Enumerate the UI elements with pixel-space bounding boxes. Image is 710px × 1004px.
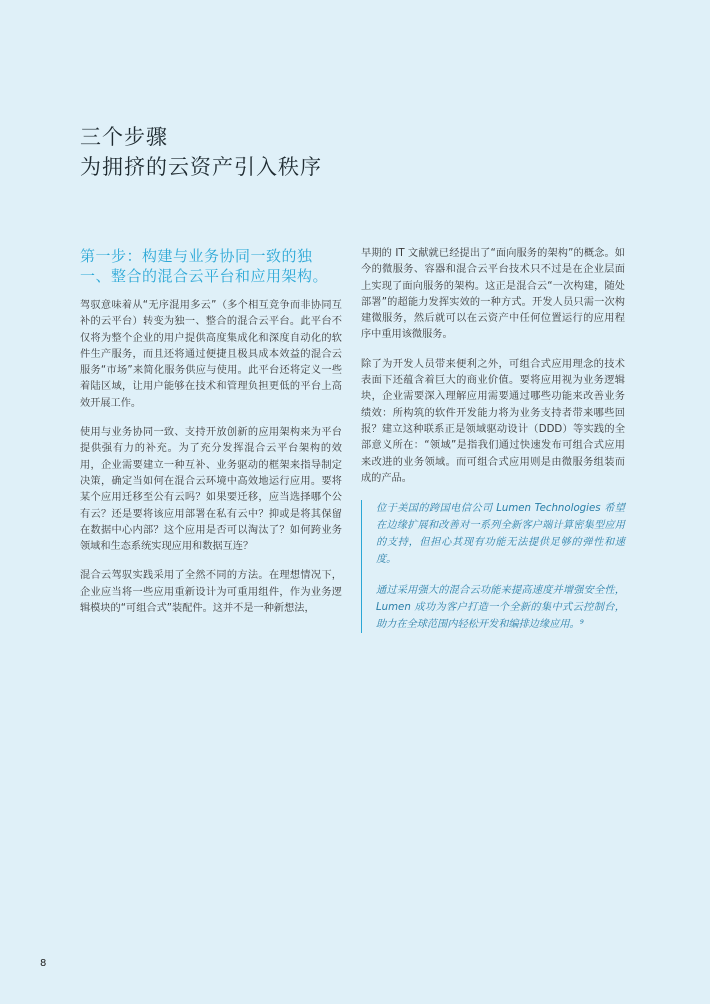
case-study-callout [361,500,625,633]
page-number: 8 [40,958,47,969]
page-title [80,122,322,182]
left-paragraph-2: 使用与业务协同一致、支持开放创新的应用架构来为平台提供强有力的补充。为了充分发挥混合云平台架构的效用，企业需要建立一种互补、业务驱动的框架来指导制定决策，确定当如何在混合云环境中高效地运行应用。要将某个应用迁移至公有云吗？如果要迁移，应当选择哪个公有云？还是要将该应用部署在私有云中？抑或是将其保留在数据中心内部？这个应用是否可以淘汰了？如何跨业务领域和生态系统实现应用和数据互连？ [80,427,342,553]
section-heading: 第一步：构建与业务协同一致的独一、整合的混合云平台和应用架构。 [80,247,329,285]
left-paragraph-1: 驾驭意味着从“无序混用多云”（多个相互竞争而非协同互补的云平台）转变为独一、整合的混合云平台。此平台不仅将为整个企业的用户提供高度集成化和深度自动化的软件生产服务，而且还将通过便捷且极具成本效益的混合云服务“市场”来简化服务供应与使用。此平台还将定义一些着陆区域，让用户能够在技术和管理负担更低的平台上高效开展工作。 [80,300,342,409]
right-paragraph-1: 早期的 IT 文献就已经提出了“面向服务的架构”的概念。如今的微服务、容器和混合云平台技术只不过是在企业层面上实现了面向服务的架构。这正是混合云“一次构建，随处部署”的超能力发挥实效的一种方式。开发人员只需一次构建微服务，然后就可以在云资产中任何位置运行的应用程序中重用该微服务。 [361,248,625,341]
right-column [361,246,625,647]
right-paragraph-2: 除了为开发人员带来便利之外，可组合式应用理念的技术表面下还蕴含着巨大的商业价值。要将应用视为业务逻辑块，企业需要深入理解应用需要通过哪些功能来改善业务绩效：所构筑的软件开发能力将为业务支持者带来哪些回报？建立这种联系正是领域驱动设计（DDD）等实践的全部意义所在：“领域”是指我们通过快速发布可组合式应用来改进的业务领域。而可组合式应用则是由微服务组装而成的产品。 [361,358,625,484]
page-title-line-2: 为拥挤的云资产引入秩序 [80,155,322,179]
left-column [80,246,342,630]
page-title-line-1: 三个步骤 [80,125,168,149]
left-paragraph-3: 混合云驾驭实践采用了全然不同的方法。在理想情况下，企业应当将一些应用重新设计为可重用组件，作为业务逻辑模块的“可组合式”装配件。这并不是一种新想法， [80,570,342,615]
callout-paragraph-1: 位于美国的跨国电信公司 Lumen Technologies 希望在边缘扩展和改善对一系列全新客户端计算密集型应用的支持，但担心其现有功能无法提供足够的弹性和速度。 [376,503,625,566]
callout-paragraph-2: 通过采用强大的混合云功能来提高速度并增强安全性，Lumen 成功为客户打造一个全新的集中式云控制台，助力在全球范围内轻松开发和编排边缘应用。⁹ [376,585,625,631]
